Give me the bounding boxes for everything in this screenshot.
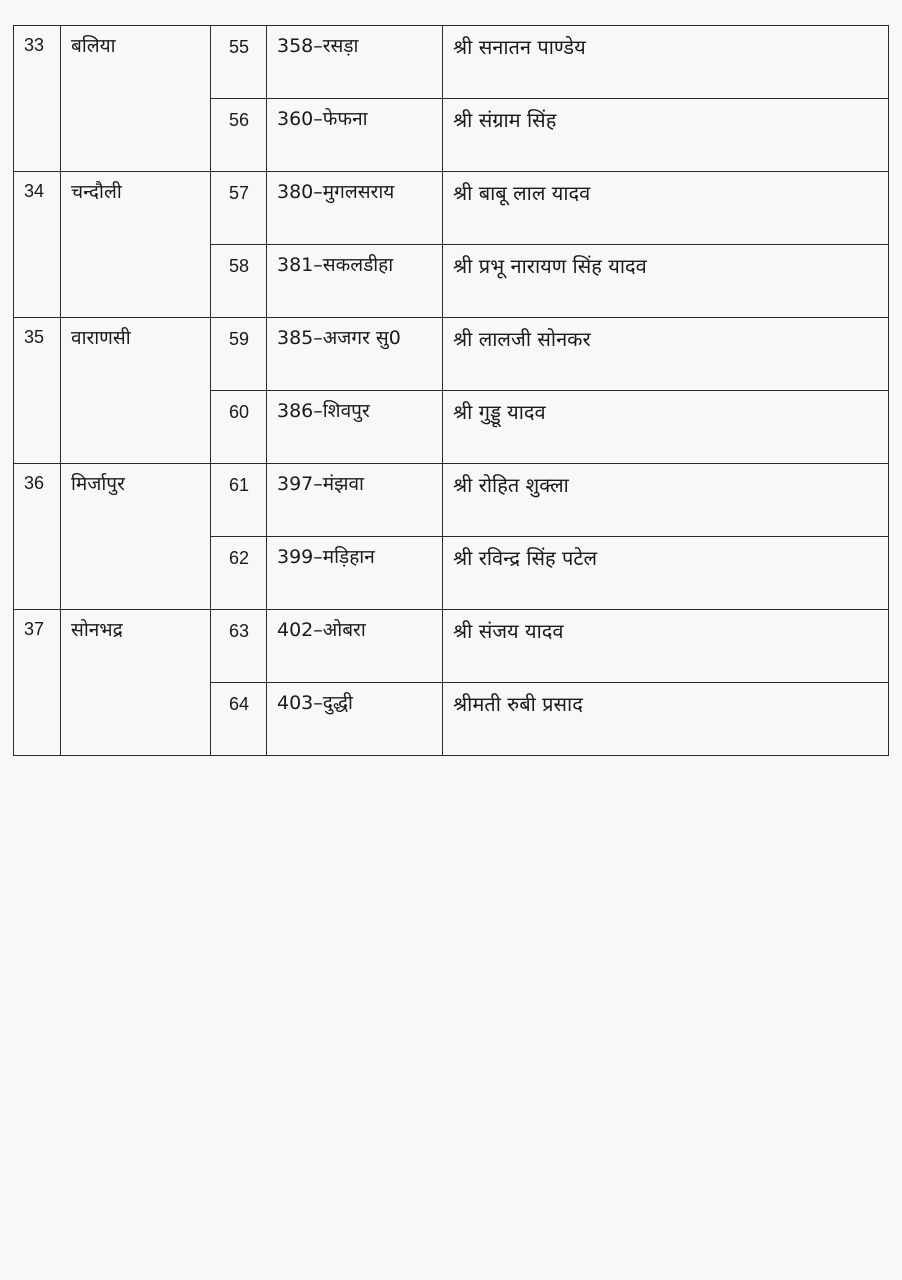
candidate-serial: 58 — [229, 256, 250, 276]
district-name: बलिया — [71, 35, 116, 57]
district-name: चन्दौली — [71, 181, 122, 203]
constituency-cell — [267, 245, 443, 318]
constituency-name: 397–मंझवा — [277, 473, 364, 495]
table-row — [14, 318, 889, 391]
constituency-cell — [267, 537, 443, 610]
district-serial: 37 — [24, 619, 45, 639]
table-row — [14, 172, 889, 245]
candidate-serial-cell — [211, 245, 267, 318]
district-name: सोनभद्र — [71, 619, 123, 641]
constituency-cell — [267, 172, 443, 245]
constituency-cell — [267, 26, 443, 99]
district-name-cell — [61, 610, 211, 756]
candidate-serial: 64 — [229, 694, 250, 714]
candidate-name: श्री संग्राम सिंह — [453, 108, 557, 132]
constituency-name: 403–दुद्धी — [277, 692, 353, 714]
candidate-serial-cell — [211, 464, 267, 537]
candidate-serial-cell — [211, 318, 267, 391]
candidate-name-cell — [443, 318, 889, 391]
district-serial-cell — [14, 464, 61, 610]
candidate-name: श्री संजय यादव — [453, 619, 564, 643]
district-name: वाराणसी — [71, 327, 131, 349]
table-row — [14, 26, 889, 99]
candidate-serial-cell — [211, 683, 267, 756]
district-serial: 34 — [24, 181, 45, 201]
candidate-serial-cell — [211, 172, 267, 245]
constituency-name: 386–शिवपुर — [277, 400, 370, 422]
district-serial: 36 — [24, 473, 45, 493]
candidate-serial: 60 — [229, 402, 250, 422]
district-name-cell — [61, 172, 211, 318]
candidate-name: श्रीमती रुबी प्रसाद — [453, 692, 583, 716]
candidate-serial: 63 — [229, 621, 250, 641]
table-row — [14, 610, 889, 683]
candidate-serial: 55 — [229, 37, 250, 57]
constituency-name: 402–ओबरा — [277, 619, 366, 641]
candidate-name: श्री बाबू लाल यादव — [453, 181, 591, 205]
constituency-cell — [267, 683, 443, 756]
candidate-name-cell — [443, 683, 889, 756]
candidate-name-cell — [443, 99, 889, 172]
candidate-serial: 56 — [229, 110, 250, 130]
candidate-name-cell — [443, 245, 889, 318]
candidate-serial: 57 — [229, 183, 250, 203]
constituency-cell — [267, 318, 443, 391]
district-serial: 35 — [24, 327, 45, 347]
district-serial: 33 — [24, 35, 45, 55]
candidate-serial: 62 — [229, 548, 250, 568]
candidate-serial-cell — [211, 99, 267, 172]
candidate-name-cell — [443, 464, 889, 537]
candidate-list-table — [13, 25, 889, 756]
candidate-name-cell — [443, 610, 889, 683]
candidate-name: श्री लालजी सोनकर — [453, 327, 591, 351]
candidate-serial-cell — [211, 610, 267, 683]
candidate-name-cell — [443, 172, 889, 245]
constituency-name: 385–अजगर सु0 — [277, 327, 401, 349]
constituency-name: 380–मुगलसराय — [277, 181, 395, 203]
constituency-cell — [267, 610, 443, 683]
constituency-name: 399–मड़िहान — [277, 546, 375, 568]
candidate-name-cell — [443, 26, 889, 99]
constituency-cell — [267, 99, 443, 172]
table-row — [14, 464, 889, 537]
candidate-name-cell — [443, 537, 889, 610]
candidate-name: श्री रोहित शुक्ला — [453, 473, 569, 497]
candidate-name: श्री गुड्डू यादव — [453, 400, 546, 424]
candidate-name: श्री रविन्द्र सिंह पटेल — [453, 546, 598, 570]
candidate-serial: 61 — [229, 475, 250, 495]
candidate-name: श्री सनातन पाण्डेय — [453, 35, 586, 59]
district-serial-cell — [14, 610, 61, 756]
candidate-serial-cell — [211, 26, 267, 99]
district-name-cell — [61, 464, 211, 610]
candidate-serial: 59 — [229, 329, 250, 349]
constituency-name: 358–रसड़ा — [277, 35, 359, 57]
district-serial-cell — [14, 172, 61, 318]
candidate-name-cell — [443, 391, 889, 464]
candidate-name: श्री प्रभू नारायण सिंह यादव — [453, 254, 647, 278]
district-name-cell — [61, 318, 211, 464]
constituency-name: 381–सकलडीहा — [277, 254, 394, 276]
constituency-cell — [267, 391, 443, 464]
candidate-serial-cell — [211, 537, 267, 610]
constituency-name: 360–फेफना — [277, 108, 368, 130]
district-name-cell — [61, 26, 211, 172]
district-name: मिर्जापुर — [71, 473, 125, 495]
district-serial-cell — [14, 318, 61, 464]
district-serial-cell — [14, 26, 61, 172]
constituency-cell — [267, 464, 443, 537]
candidate-serial-cell — [211, 391, 267, 464]
